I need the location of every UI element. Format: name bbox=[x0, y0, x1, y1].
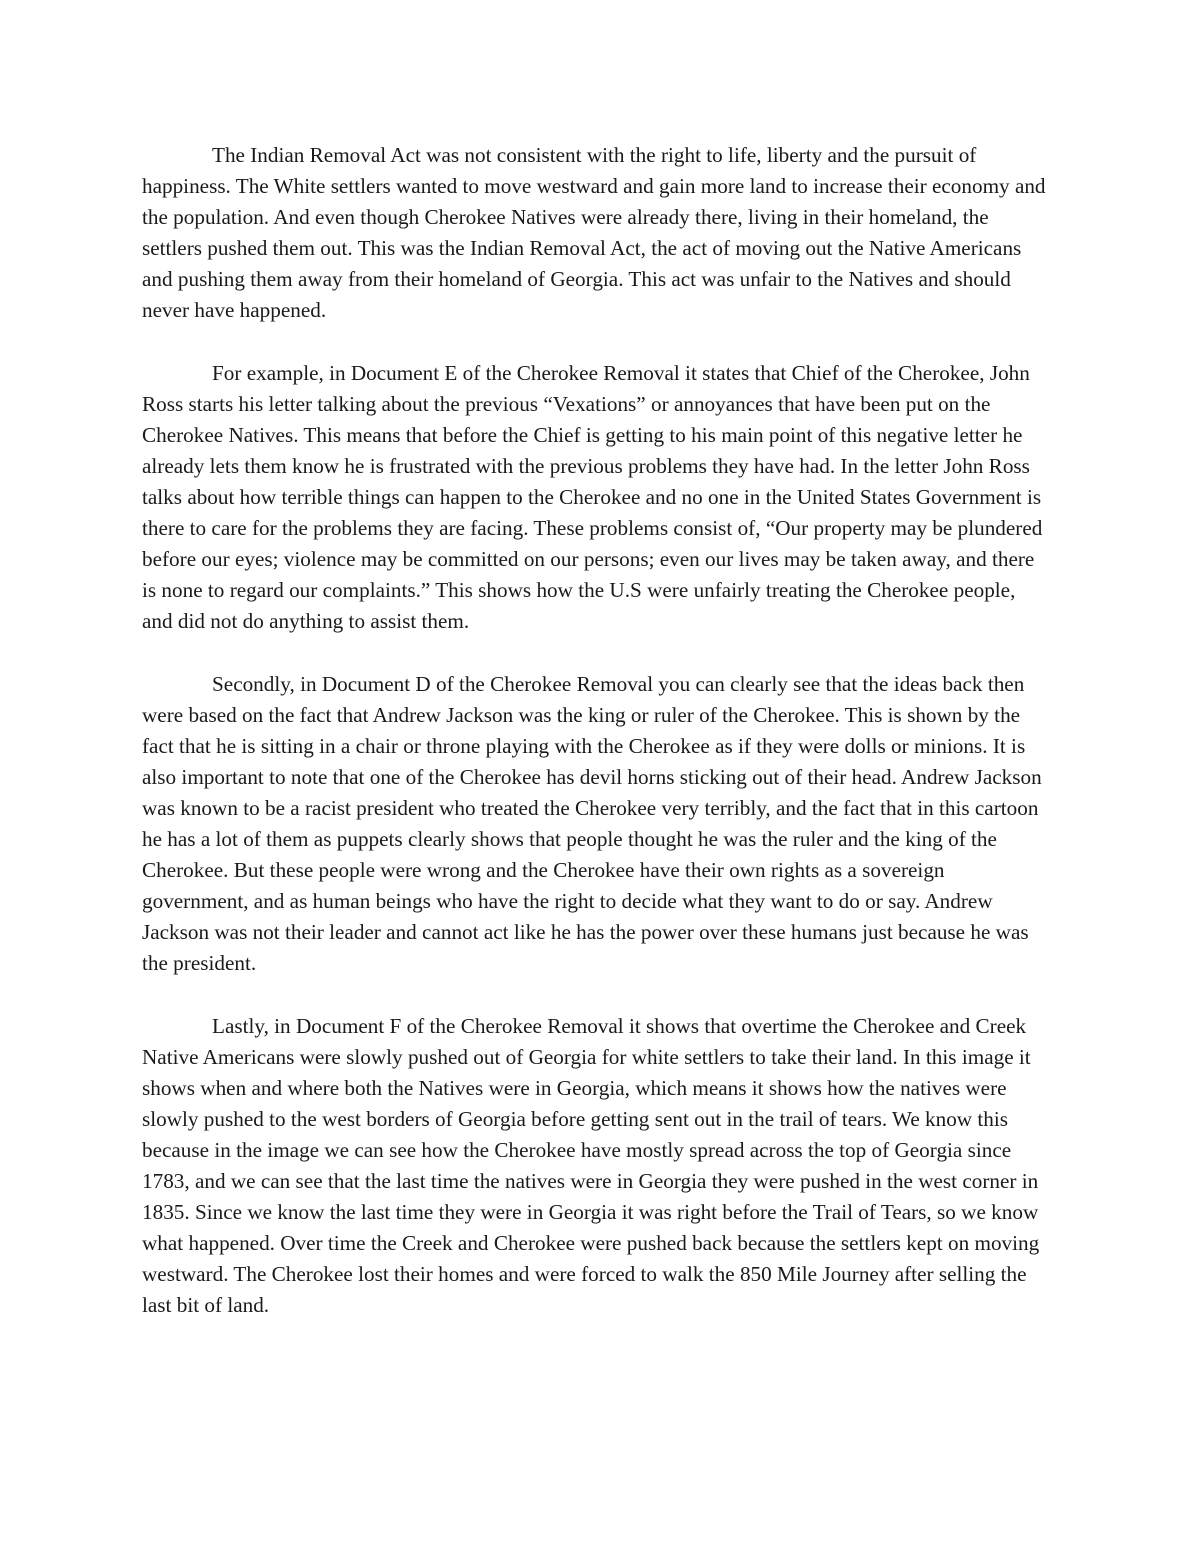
document-body bbox=[142, 140, 1047, 1322]
paragraph-intro: The Indian Removal Act was not consistent with the right to life, liberty and the pursuit of happiness. The White settlers wanted to move westward and gain more land to increase their economy and the population. And even though Cherokee Natives were already there, living in their homeland, the settlers pushed them out. This was the Indian Removal Act, the act of moving out the Native Americans and pushing them away from their homeland of Georgia. This act was unfair to the Natives and should never have happened. bbox=[142, 143, 1046, 323]
paragraph-document-f: Lastly, in Document F of the Cherokee Removal it shows that overtime the Cherokee and Creek Native Americans were slowly pushed out of Georgia for white settlers to take their land. In this image it shows when and where both the Natives were in Georgia, which means it shows how the natives were slowly pushed to the west borders of Georgia before getting sent out in the trail of tears. We know this because in the image we can see how the Cherokee have mostly spread across the top of Georgia since 1783, and we can see that the last time the natives were in Georgia they were pushed in the west corner in 1835. Since we know the last time they were in Georgia it was right before the Trail of Tears, so we know what happened. Over time the Creek and Cherokee were pushed back because the settlers kept on moving westward. The Cherokee lost their homes and were forced to walk the 850 Mile Journey after selling the last bit of land. bbox=[142, 1013, 1040, 1318]
paragraph-document-d: Secondly, in Document D of the Cherokee Removal you can clearly see that the ideas back then were based on the fact that Andrew Jackson was the king or ruler of the Cherokee. This is shown by the fact that he is sitting in a chair or throne playing with the Cherokee as if they were dolls or minions. It is also important to note that one of the Cherokee has devil horns sticking out of their head. Andrew Jackson was known to be a racist president who treated the Cherokee very terribly, and the fact that in this cartoon he has a lot of them as puppets clearly shows that people thought he was the ruler and the king of the Cherokee. But these people were wrong and the Cherokee have their own rights as a sovereign government, and as human beings who have the right to decide what they want to do or say. Andrew Jackson was not their leader and cannot act like he has the power over these humans just because he was the president. bbox=[142, 671, 1042, 976]
paragraph-document-e: For example, in Document E of the Cherokee Removal it states that Chief of the Cherokee, John Ross starts his letter talking about the previous “Vexations” or annoyances that have been put on the Cherokee Natives. This means that before the Chief is getting to his main point of this negative letter he already lets them know he is frustrated with the previous problems they have had. In the letter John Ross talks about how terrible things can happen to the Cherokee and no one in the United States Government is there to care for the problems they are facing. These problems consist of, “Our property may be plundered before our eyes; violence may be committed on our persons; even our lives may be taken away, and there is none to regard our complaints.” This shows how the U.S were unfairly treating the Cherokee people, and did not do anything to assist them. bbox=[142, 360, 1043, 634]
